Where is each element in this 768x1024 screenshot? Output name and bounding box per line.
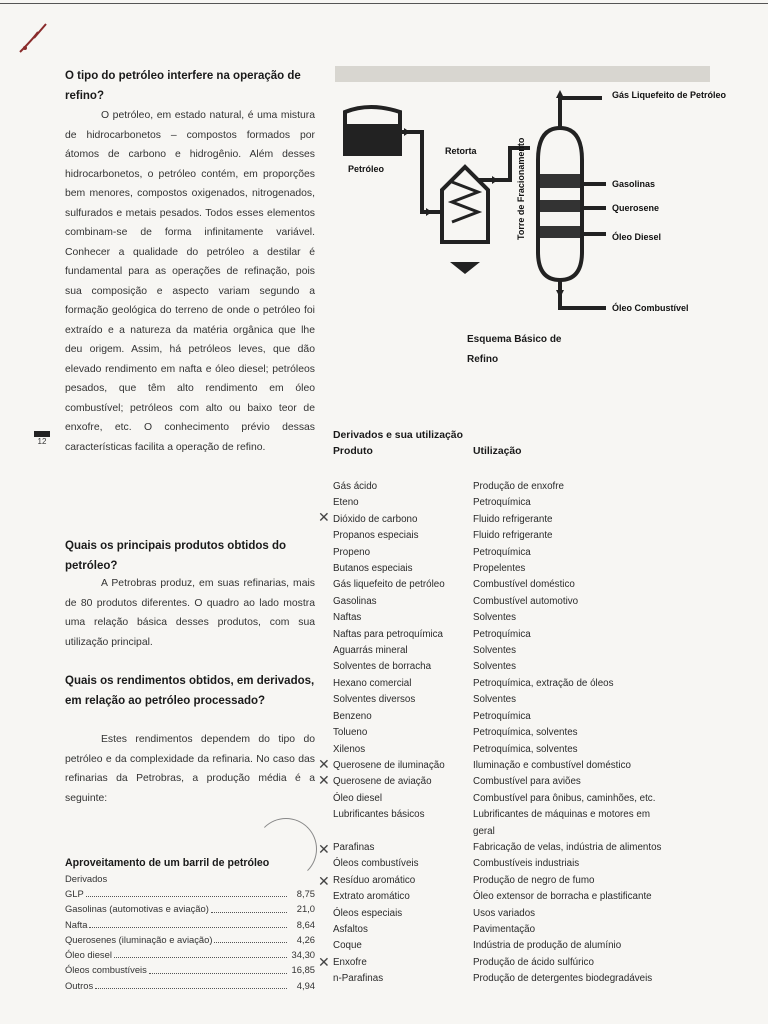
- paragraph-1: [65, 106, 315, 457]
- table-cell-product: Naftas: [333, 612, 362, 624]
- barrel-row: [65, 886, 315, 901]
- table-row: [333, 758, 753, 774]
- table-cell-use: Indústria de produção de alumínio: [473, 940, 622, 952]
- barrel-row-value: 21,0: [296, 903, 315, 915]
- barrel-row: [65, 978, 315, 993]
- table-cell-product: Dióxido de carbono: [333, 513, 418, 525]
- tower-tray-1: [540, 174, 580, 188]
- table-cell-product: Gás ácido: [333, 481, 378, 492]
- pen-x-mark: ✕: [318, 874, 330, 890]
- table-cell-product: Eteno: [333, 497, 359, 509]
- table-cell-use: Combustíveis industriais: [473, 858, 580, 870]
- table-cell-use: Produção de detergentes biodegradáveis: [473, 973, 653, 985]
- table-cell-product: Extrato aromático: [333, 891, 410, 903]
- label-petroleum: Petróleo: [348, 164, 385, 174]
- diagram-top-band: [335, 66, 710, 82]
- table-row: [333, 594, 753, 610]
- table-cell-use: Petroquímica, solventes: [473, 743, 578, 755]
- table-cell-product: Gasolinas: [333, 595, 377, 607]
- table-cell-use: Produção de negro de fumo: [473, 874, 595, 886]
- barrel-row-name: Óleos combustíveis: [65, 964, 147, 976]
- table-cell-use: Combustível para ônibus, caminhões, etc.: [473, 792, 656, 804]
- table-header-use: Utilização: [473, 446, 522, 457]
- table-row: [333, 824, 753, 840]
- tower-tray-2: [540, 200, 580, 212]
- table-row: [333, 709, 753, 725]
- table-cell-product: Solventes diversos: [333, 694, 416, 706]
- table-cell-use: Propelentes: [473, 563, 526, 575]
- table-row: [333, 774, 753, 790]
- table-cell-use: Petroquímica: [473, 628, 531, 640]
- table-cell-use: Petroquímica, extração de óleos: [473, 677, 614, 689]
- table-row: [333, 873, 753, 889]
- barrel-row-name: GLP: [65, 888, 84, 899]
- paragraph-2: [65, 574, 315, 652]
- table-cell-product: Naftas para petroquímica: [333, 628, 443, 640]
- table-cell-use: Lubrificantes de máquinas e motores em: [473, 809, 650, 821]
- table-cell-use: Usos variados: [473, 907, 536, 919]
- table-row: [333, 495, 753, 511]
- pen-x-mark: ✕: [318, 955, 330, 971]
- table-cell-product: Benzeno: [333, 710, 372, 722]
- table-row: [333, 610, 753, 626]
- barrel-table-title: Aproveitamento de um barril de petróleo: [65, 857, 270, 869]
- label-diesel: Óleo Diesel: [612, 232, 662, 242]
- table-cell-use: Solventes: [473, 645, 517, 657]
- lpg-outlet-pipe: [560, 98, 602, 128]
- fuel-oil-outlet-pipe: [560, 280, 606, 308]
- table-cell-product: Aguarrás mineral: [333, 645, 408, 657]
- barrel-row: [65, 932, 315, 947]
- top-border: [0, 3, 768, 4]
- table-cell-product: Óleos especiais: [333, 907, 403, 919]
- table-cell-product: Tolueno: [333, 727, 368, 739]
- retorta-coil: [452, 182, 478, 222]
- page-number: [34, 431, 50, 449]
- table-cell-product: Coque: [333, 940, 362, 952]
- table-cell-product: Butanos especiais: [333, 563, 413, 575]
- table-cell-product: Enxofre: [333, 956, 367, 968]
- paragraph-1-text: O petróleo, em estado natural, é uma mistura de hidrocarbonetos – compostos formados por átomos de carbono e hidrogênio. Além desses hidrocarbonetos, o petróleo contém, em proporções bem menores, compostos oxigenados, nitrogenados, sulfurados e metais pesados. Todos esses elementos combinam-se de forma infinitamente variável. Conhecer a qualidade do petróleo a destilar é fundamental para as operações de refinação, pois sua composição e aspecto variam segundo a formação geológica do terreno de onde o petróleo foi extraído e a natureza da matéria orgânica que lhe deu origem. Assim, há petróleos leves, que dão elevado rendimento em nafta e óleo diesel; petróleos pesados, que têm alto rendimento em óleo combustível; petróleos com alto ou baixo teor de enxofre, etc. O conhecimento prévio dessas características facilita a operação de refino.: [65, 110, 315, 453]
- barrel-table-subtitle: Derivados: [65, 873, 108, 884]
- question-heading-1: O tipo do petróleo interfere na operação de refino?: [65, 70, 301, 102]
- pen-mark-icon: [16, 18, 50, 58]
- table-cell-use: Fluido refrigerante: [473, 513, 553, 525]
- tower-tray-3: [540, 226, 580, 238]
- table-cell-product: [333, 824, 473, 840]
- question-heading-2: Quais os principais produtos obtidos do petróleo?: [65, 540, 287, 572]
- table-header-product: Produto: [333, 446, 373, 457]
- table-cell-use: Solventes: [473, 612, 517, 624]
- table-cell-product: Óleos combustíveis: [333, 858, 419, 870]
- table-row: [333, 512, 753, 528]
- barrel-row-value: 4,26: [296, 933, 315, 945]
- table-cell-use: Solventes: [473, 661, 517, 673]
- label-gasoline: Gasolinas: [612, 179, 656, 189]
- table-row: [333, 643, 753, 659]
- refining-diagram: [330, 62, 750, 332]
- table-cell-product: Propanos especiais: [333, 530, 419, 542]
- table-row: [333, 906, 753, 922]
- table-row: [333, 627, 753, 643]
- barrel-row-name: Querosenes (iluminação e aviação): [65, 933, 213, 945]
- burner-icon: [450, 262, 480, 274]
- table-cell-product: Óleo diesel: [333, 792, 383, 804]
- paragraph-3-text: Estes rendimentos dependem do tipo do petróleo e da complexidade da refinaria. No caso das refinarias da Petrobras, a produção média é a seguinte:: [65, 734, 315, 804]
- pen-x-mark: ✕: [318, 773, 330, 789]
- label-kerosene: Querosene: [612, 203, 660, 213]
- table-row: [333, 479, 753, 495]
- barrel-row-value: 8,64: [296, 918, 315, 930]
- table-row: [333, 659, 753, 675]
- table-cell-use: Petroquímica, solventes: [473, 727, 578, 739]
- table-cell-use: Produção de enxofre: [473, 481, 564, 492]
- barrel-row-name: Outros: [65, 979, 94, 991]
- barrel-row-value: 34,30: [291, 949, 315, 961]
- table-cell-use: Fabricação de velas, indústria de alimentos: [473, 841, 662, 853]
- table-row: [333, 889, 753, 905]
- table-cell-use: Produção de ácido sulfúrico: [473, 956, 594, 968]
- table-cell-product: n-Parafinas: [333, 973, 384, 985]
- table-cell-product: Solventes de borracha: [333, 661, 432, 673]
- barrel-row-value: 8,75: [296, 888, 315, 899]
- arrow-right-icon: [404, 128, 410, 136]
- barrel-row-name: Gasolinas (automotivas e aviação): [65, 903, 209, 915]
- pen-x-mark: ✕: [318, 510, 330, 526]
- barrel-row: [65, 901, 315, 916]
- diagram-caption: Esquema Básico de Refino: [467, 334, 562, 365]
- table-cell-use: geral: [473, 825, 495, 837]
- arrow-up-icon: [556, 90, 564, 98]
- table-cell-use: Petroquímica: [473, 497, 531, 509]
- table-cell-use: Solventes: [473, 694, 517, 706]
- table-cell-use: Petroquímica: [473, 546, 531, 558]
- table-row: [333, 840, 753, 856]
- barrel-row-value: 4,94: [296, 979, 315, 991]
- table-cell-product: Hexano comercial: [333, 677, 412, 689]
- arrow-right-icon: [492, 176, 498, 184]
- products-table: [333, 479, 753, 988]
- table-row: [333, 561, 753, 577]
- table-cell-product: Parafinas: [333, 841, 375, 853]
- table-title: Derivados e sua utilização: [333, 430, 463, 441]
- arrow-down-icon: [556, 290, 564, 298]
- petroleum-liquid: [347, 124, 398, 152]
- table-row: [333, 742, 753, 758]
- table-row: [333, 725, 753, 741]
- table-cell-use: Combustível automotivo: [473, 595, 579, 607]
- table-row: [333, 528, 753, 544]
- table-row: [333, 791, 753, 807]
- table-cell-use: Pavimentação: [473, 923, 536, 935]
- paragraph-3: [65, 730, 315, 808]
- barrel-row-name: Nafta: [65, 918, 88, 930]
- question-heading-3: Quais os rendimentos obtidos, em derivados, em relação ao petróleo processado?: [65, 675, 315, 707]
- table-cell-product: Querosene de aviação: [333, 776, 432, 788]
- barrel-row-value: 16,85: [291, 964, 315, 976]
- table-cell-product: Propeno: [333, 546, 371, 558]
- table-cell-use: Petroquímica: [473, 710, 531, 722]
- barrel-row: [65, 917, 315, 932]
- table-cell-use: Combustível para aviões: [473, 776, 581, 788]
- table-cell-product: Resíduo aromático: [333, 874, 416, 886]
- pen-x-mark: ✕: [318, 842, 330, 858]
- table-cell-use: Fluido refrigerante: [473, 530, 553, 542]
- paragraph-2-text: A Petrobras produz, em suas refinarias, mais de 80 produtos diferentes. O quadro ao lado mostra uma relação básica desses produtos, com sua utilização principal.: [65, 578, 315, 648]
- barrel-row: [65, 962, 315, 977]
- table-row: [333, 955, 753, 971]
- label-fuel-oil: Óleo Combustível: [612, 303, 689, 313]
- table-row: [333, 692, 753, 708]
- table-row: [333, 971, 753, 987]
- table-row: [333, 938, 753, 954]
- table-row: [333, 545, 753, 561]
- label-tower-text: Torre de Fracionamento: [516, 137, 526, 240]
- barrel-row-name: Óleo diesel: [65, 949, 112, 961]
- label-retorta: Retorta: [445, 146, 477, 156]
- table-cell-product: Asfaltos: [333, 923, 368, 935]
- barrel-row: [65, 947, 315, 962]
- barrel-yield-table: [65, 856, 315, 993]
- table-row: [333, 856, 753, 872]
- table-cell-product: Xilenos: [333, 743, 366, 755]
- label-lpg: Gás Liquefeito de Petróleo: [612, 90, 727, 100]
- table-cell-product: Gás liquefeito de petróleo: [333, 579, 445, 591]
- feed-pipe: [400, 132, 442, 232]
- pen-x-mark: ✕: [318, 757, 330, 773]
- table-row: [333, 676, 753, 692]
- table-row: [333, 922, 753, 938]
- table-cell-use: Óleo extensor de borracha e plastificante: [473, 891, 652, 903]
- refining-diagram-svg: [330, 62, 750, 332]
- table-row: [333, 577, 753, 593]
- table-cell-use: Iluminação e combustível doméstico: [473, 759, 631, 771]
- table-cell-product: Querosene de iluminação: [333, 759, 445, 771]
- table-row: [333, 807, 753, 823]
- arrow-right-icon: [426, 208, 432, 216]
- page-number-text: 12: [37, 437, 47, 446]
- table-cell-product: Lubrificantes básicos: [333, 809, 425, 821]
- table-cell-use: Combustível doméstico: [473, 579, 575, 591]
